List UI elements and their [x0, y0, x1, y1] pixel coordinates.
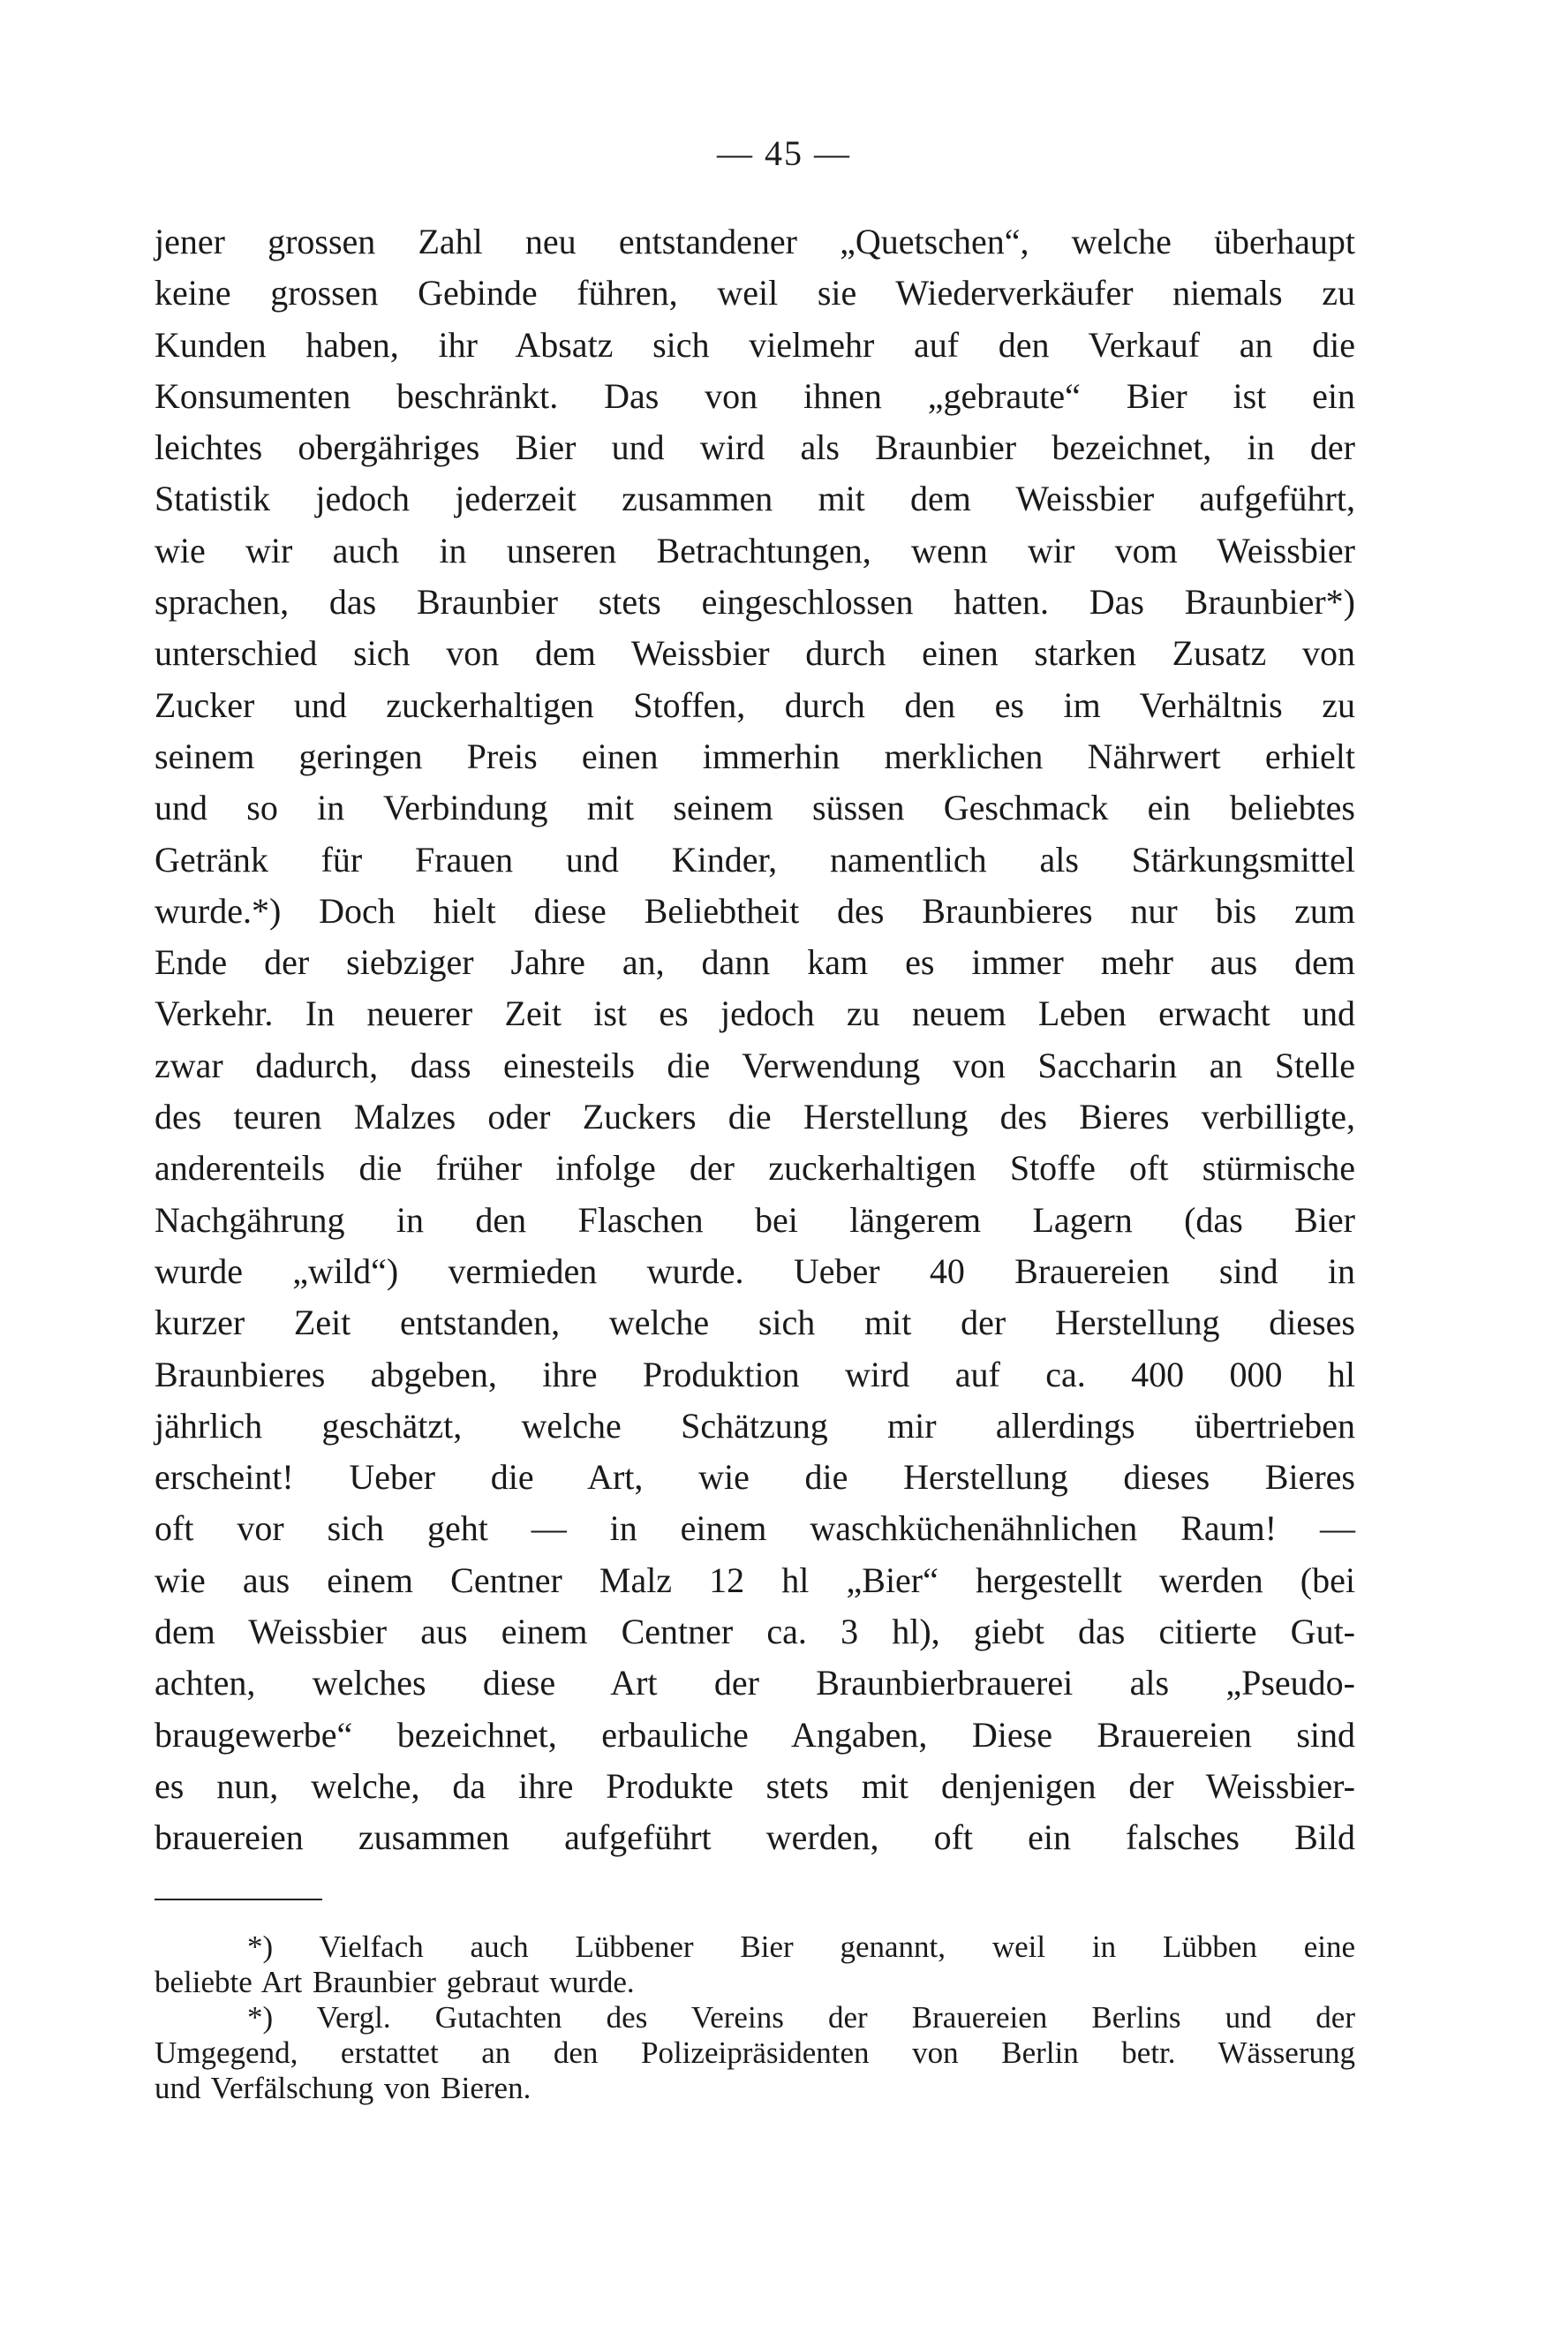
- text-line: achten, welches diese Art der Braunbierbrauerei als „Pseudo-: [155, 1663, 1355, 1703]
- text-line: zwar dadurch, dass einesteils die Verwendung von Saccharin an Stelle: [155, 1045, 1355, 1085]
- footnotes: [155, 1930, 1355, 2106]
- footnote-2-line: Umgegend, erstattet an den Polizeipräsidenten von Berlin betr. Wässerung: [155, 2035, 1355, 2070]
- text-line: anderenteils die früher infolge der zuckerhaltigen Stoffe oft stürmische: [155, 1148, 1355, 1189]
- text-line: erscheint! Ueber die Art, wie die Herstellung dieses Bieres: [155, 1457, 1355, 1498]
- text-line: wie aus einem Centner Malz 12 hl „Bier“ hergestellt werden (bei: [155, 1559, 1355, 1600]
- text-line: Kunden haben, ihr Absatz sich vielmehr auf den Verkauf an die: [155, 324, 1355, 365]
- text-line: Getränk für Frauen und Kinder, namentlich als Stärkungsmittel: [155, 839, 1355, 880]
- footnote-1-line: *) Vielfach auch Lübbener Bier genannt, weil in Lübben eine: [247, 1930, 1355, 1964]
- text-line: es nun, welche, da ihre Produkte stets mit denjenigen der Weissbier-: [155, 1765, 1355, 1806]
- text-line: Ende der siebziger Jahre an, dann kam es immer mehr aus dem: [155, 942, 1355, 983]
- text-line: Verkehr. In neuerer Zeit ist es jedoch zu neuem Leben erwacht und: [155, 993, 1355, 1034]
- text-line: braugewerbe“ bezeichnet, erbauliche Angaben, Diese Brauereien sind: [155, 1714, 1355, 1755]
- main-text: [155, 216, 1355, 1864]
- footnote-1-line: beliebte Art Braunbier gebraut wurde.: [155, 1965, 635, 1999]
- text-line: jener grossen Zahl neu entstandener „Quetschen“, welche überhaupt: [155, 222, 1355, 261]
- text-line: jährlich geschätzt, welche Schätzung mir allerdings übertrieben: [155, 1405, 1355, 1446]
- text-line: oft vor sich geht — in einem waschküchenähnlichen Raum! —: [155, 1508, 1355, 1549]
- footnote-divider: [155, 1899, 322, 1900]
- text-line: Konsumenten beschränkt. Das von ihnen „gebraute“ Bier ist ein: [155, 375, 1355, 416]
- text-line: seinem geringen Preis einen immerhin merklichen Nährwert erhielt: [155, 736, 1355, 776]
- footnote-2-line: *) Vergl. Gutachten des Vereins der Brauereien Berlins und der: [247, 2000, 1355, 2035]
- text-line: leichtes obergähriges Bier und wird als Braunbier bezeichnet, in der: [155, 427, 1355, 468]
- text-line: brauereien zusammen aufgeführt werden, oft ein falsches Bild: [155, 1817, 1355, 1858]
- text-line: des teuren Malzes oder Zuckers die Herstellung des Bieres verbilligte,: [155, 1097, 1355, 1137]
- text-line: dem Weissbier aus einem Centner ca. 3 hl), giebt das citierte Gut-: [155, 1612, 1355, 1652]
- text-line: sprachen, das Braunbier stets eingeschlossen hatten. Das Braunbier*): [155, 582, 1355, 623]
- text-line: kurzer Zeit entstanden, welche sich mit der Herstellung dieses: [155, 1303, 1355, 1343]
- text-line: Statistik jedoch jederzeit zusammen mit dem Weissbier aufgeführt,: [155, 479, 1355, 519]
- text-line: Zucker und zuckerhaltigen Stoffen, durch den es im Verhältnis zu: [155, 684, 1355, 725]
- text-line: Nachgährung in den Flaschen bei längerem Lagern (das Bier: [155, 1199, 1355, 1240]
- text-line: unterschied sich von dem Weissbier durch einen starken Zusatz von: [155, 633, 1355, 674]
- footnote-2-line: und Verfälschung von Bieren.: [155, 2071, 531, 2105]
- text-line: und so in Verbindung mit seinem süssen Geschmack ein beliebtes: [155, 788, 1355, 828]
- page-number: — 45 —: [717, 133, 851, 173]
- text-line: wurde.*) Doch hielt diese Beliebtheit des Braunbieres nur bis zum: [155, 890, 1355, 931]
- text-line: keine grossen Gebinde führen, weil sie Wiederverkäufer niemals zu: [155, 273, 1355, 313]
- text-line: wie wir auch in unseren Betrachtungen, wenn wir vom Weissbier: [155, 530, 1355, 570]
- text-line: wurde „wild“) vermieden wurde. Ueber 40 Brauereien sind in: [155, 1250, 1355, 1291]
- text-line: Braunbieres abgeben, ihre Produktion wird auf ca. 400 000 hl: [155, 1354, 1355, 1394]
